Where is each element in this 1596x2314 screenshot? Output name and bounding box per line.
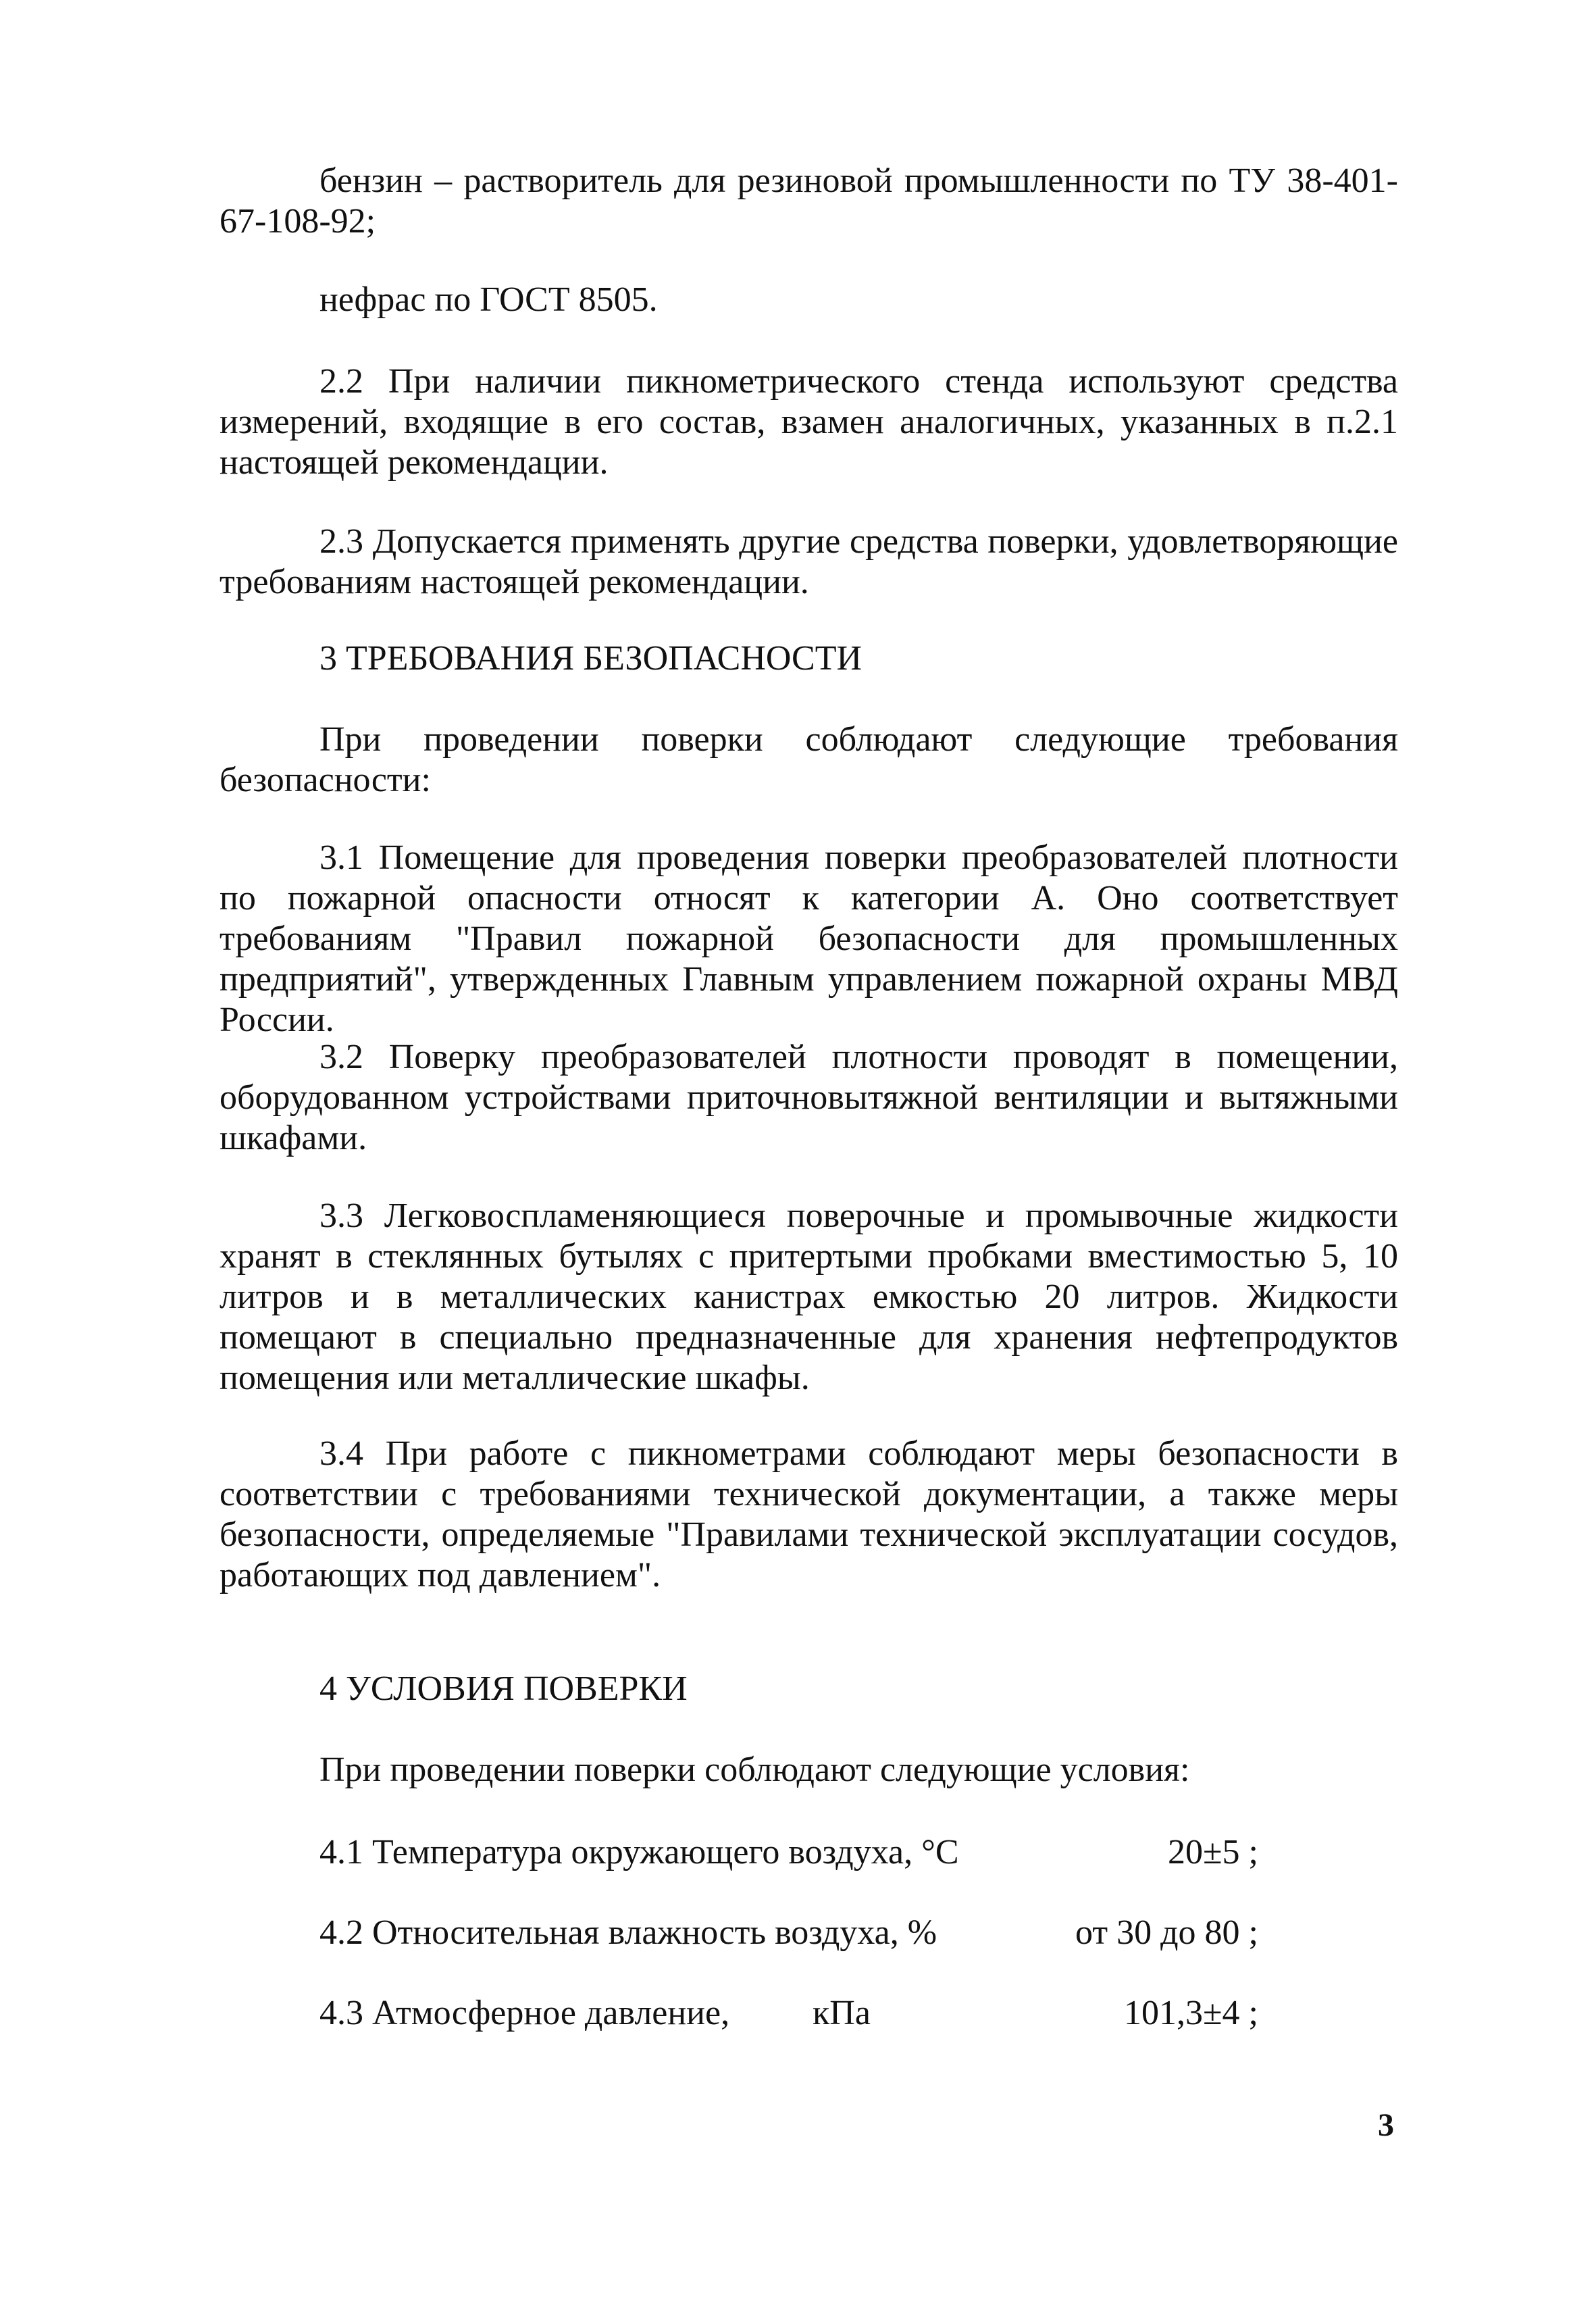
condition-label: 4.2 Относительная влажность воздуха, % [319,1913,937,1952]
paragraph-safety-intro: При проведении поверки соблюдают следующие требования безопасности: [220,720,1398,799]
paragraph-2-2: 2.2 При наличии пикнометрического стенда используют средства измерений, входящие в его состав, взамен аналогичных, указанных в п.2.1 настоящей рекомендации. [220,362,1398,482]
condition-value: 101,3±4 ; [1124,1994,1258,2032]
paragraph-3-1: 3.1 Помещение для проведения поверки преобразователей плотности по пожарной опасности относят к категории А. Оно соответствует требованиям "Правил пожарной безопасности для промышленных предприятий", утвержденных Главным управлением пожарной охраны МВД России. [220,838,1398,1039]
condition-label: 4.1 Температура окружающего воздуха, °С [319,1833,959,1871]
paragraph-conditions-intro: При проведении поверки соблюдают следующие условия: [319,1751,1190,1789]
condition-label: 4.3 Атмосферное давление, [319,1994,730,2032]
paragraph-3-4: 3.4 При работе с пикнометрами соблюдают меры безопасности в соответствии с требованиями технической документации, а также меры безопасности, определяемые "Правилами технической эксплуатации сосудов, работающих под давлением". [220,1434,1398,1594]
paragraph-nefras: нефрас по ГОСТ 8505. [319,280,658,319]
page-number: 3 [1378,2107,1394,2143]
paragraph-2-3: 2.3 Допускается применять другие средства поверки, удовлетворяющие требованиям настоящей рекомендации. [220,522,1398,601]
paragraph-3-2: 3.2 Поверку преобразователей плотности проводят в помещении, оборудованном устройствами приточновытяжной вентиляции и вытяжными шкафами. [220,1038,1398,1157]
condition-unit: кПа [813,1994,871,2032]
paragraph-3-3: 3.3 Легковоспламеняющиеся поверочные и промывочные жидкости хранят в стеклянных бутылях с притертыми пробками вместимостью 5, 10 литров и в металлических канистрах емкостью 20 литров. Жидкости помещают в специально предназначенные для хранения нефтепродуктов помещения или металлические шкафы. [220,1197,1398,1397]
paragraph-solvent-gasoline: бензин – растворитель для резиновой промышленности по ТУ 38-401-67-108-92; [220,161,1398,241]
section-heading-3: 3 ТРЕБОВАНИЯ БЕЗОПАСНОСТИ [319,639,863,678]
condition-value: 20±5 ; [1168,1833,1258,1871]
section-heading-4: 4 УСЛОВИЯ ПОВЕРКИ [319,1669,688,1708]
condition-value: от 30 до 80 ; [1075,1913,1258,1952]
